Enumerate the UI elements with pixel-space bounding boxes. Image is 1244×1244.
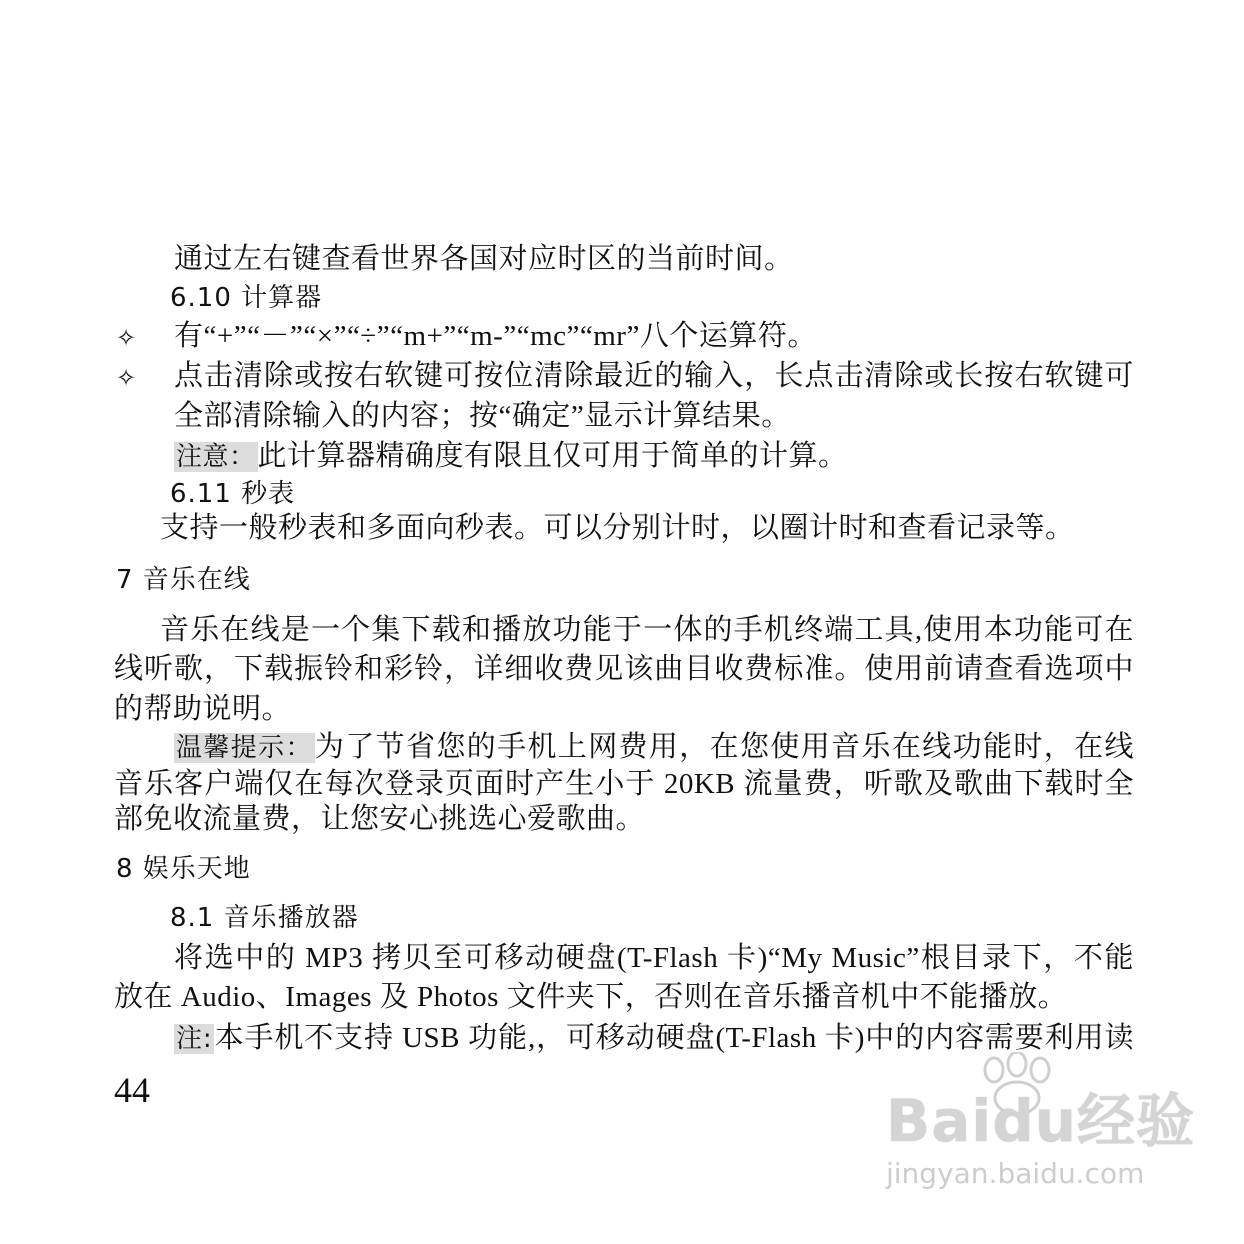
paragraph-line: 音乐在线是一个集下载和播放功能于一体的手机终端工具,使用本功能可在 [160, 614, 1134, 646]
section-heading-8-1: 8.1 音乐播放器 [170, 903, 359, 933]
note-label: 注意： [176, 442, 256, 472]
note-label: 注: [176, 1024, 213, 1054]
chapter-heading-8: 8 娱乐天地 [116, 854, 251, 884]
paragraph-line: 支持一般秒表和多面向秒表。可以分别计时，以圈计时和查看记录等。 [160, 512, 1075, 544]
note-line [174, 438, 848, 475]
paragraph-line: 通过左右键查看世界各国对应时区的当前时间。 [174, 243, 794, 275]
paragraph-line: 部免收流量费，让您安心挑选心爱歌曲。 [114, 803, 646, 835]
section-heading-6-10: 6.10 计算器 [170, 283, 323, 313]
paragraph-line: 音乐客户端仅在每次登录页面时产生小于 20KB 流量费，听歌及歌曲下载时全 [114, 768, 1134, 800]
tip-text: 为了节省您的手机上网费用，在您使用音乐在线功能时，在线 [314, 731, 1134, 763]
tip-line [174, 729, 1134, 766]
chapter-heading-7: 7 音乐在线 [116, 565, 251, 595]
paragraph-line: 放在 Audio、Images 及 Photos 文件夹下，否则在音乐播音机中不能播放。 [114, 981, 1068, 1013]
note-text: 此计算器精确度有限且仅可用于简单的计算。 [257, 440, 848, 472]
page-number: 44 [114, 1070, 150, 1110]
bullet-item: 有“+”“－”“×”“÷”“m+”“m-”“mc”“mr”八个运算符。 [174, 320, 817, 352]
bullet-icon: ✧ [116, 364, 137, 392]
watermark-url: jingyan.baidu.com [886, 1157, 1145, 1190]
note-text: 本手机不支持 USB 功能,，可移动硬盘(T-Flash 卡)中的内容需要利用读 [214, 1022, 1134, 1054]
tip-label: 温馨提示： [176, 733, 313, 763]
paragraph-line: 的帮助说明。 [114, 693, 292, 725]
watermark-logo: Baidu经验 [886, 1087, 1196, 1155]
bullet-item: 点击清除或按右软键可按位清除最近的输入，长点击清除或长按右软键可 [174, 360, 1134, 392]
paragraph-line: 将选中的 MP3 拷贝至可移动硬盘(T-Flash 卡)“My Music”根目录下，不能 [174, 942, 1134, 974]
section-heading-6-11: 6.11 秒表 [170, 479, 296, 509]
bullet-item-continuation: 全部清除输入的内容；按“确定”显示计算结果。 [174, 400, 791, 432]
bullet-icon: ✧ [116, 324, 137, 352]
paragraph-line: 线听歌，下载振铃和彩铃，详细收费见该曲目收费标准。使用前请查看选项中 [114, 653, 1134, 685]
